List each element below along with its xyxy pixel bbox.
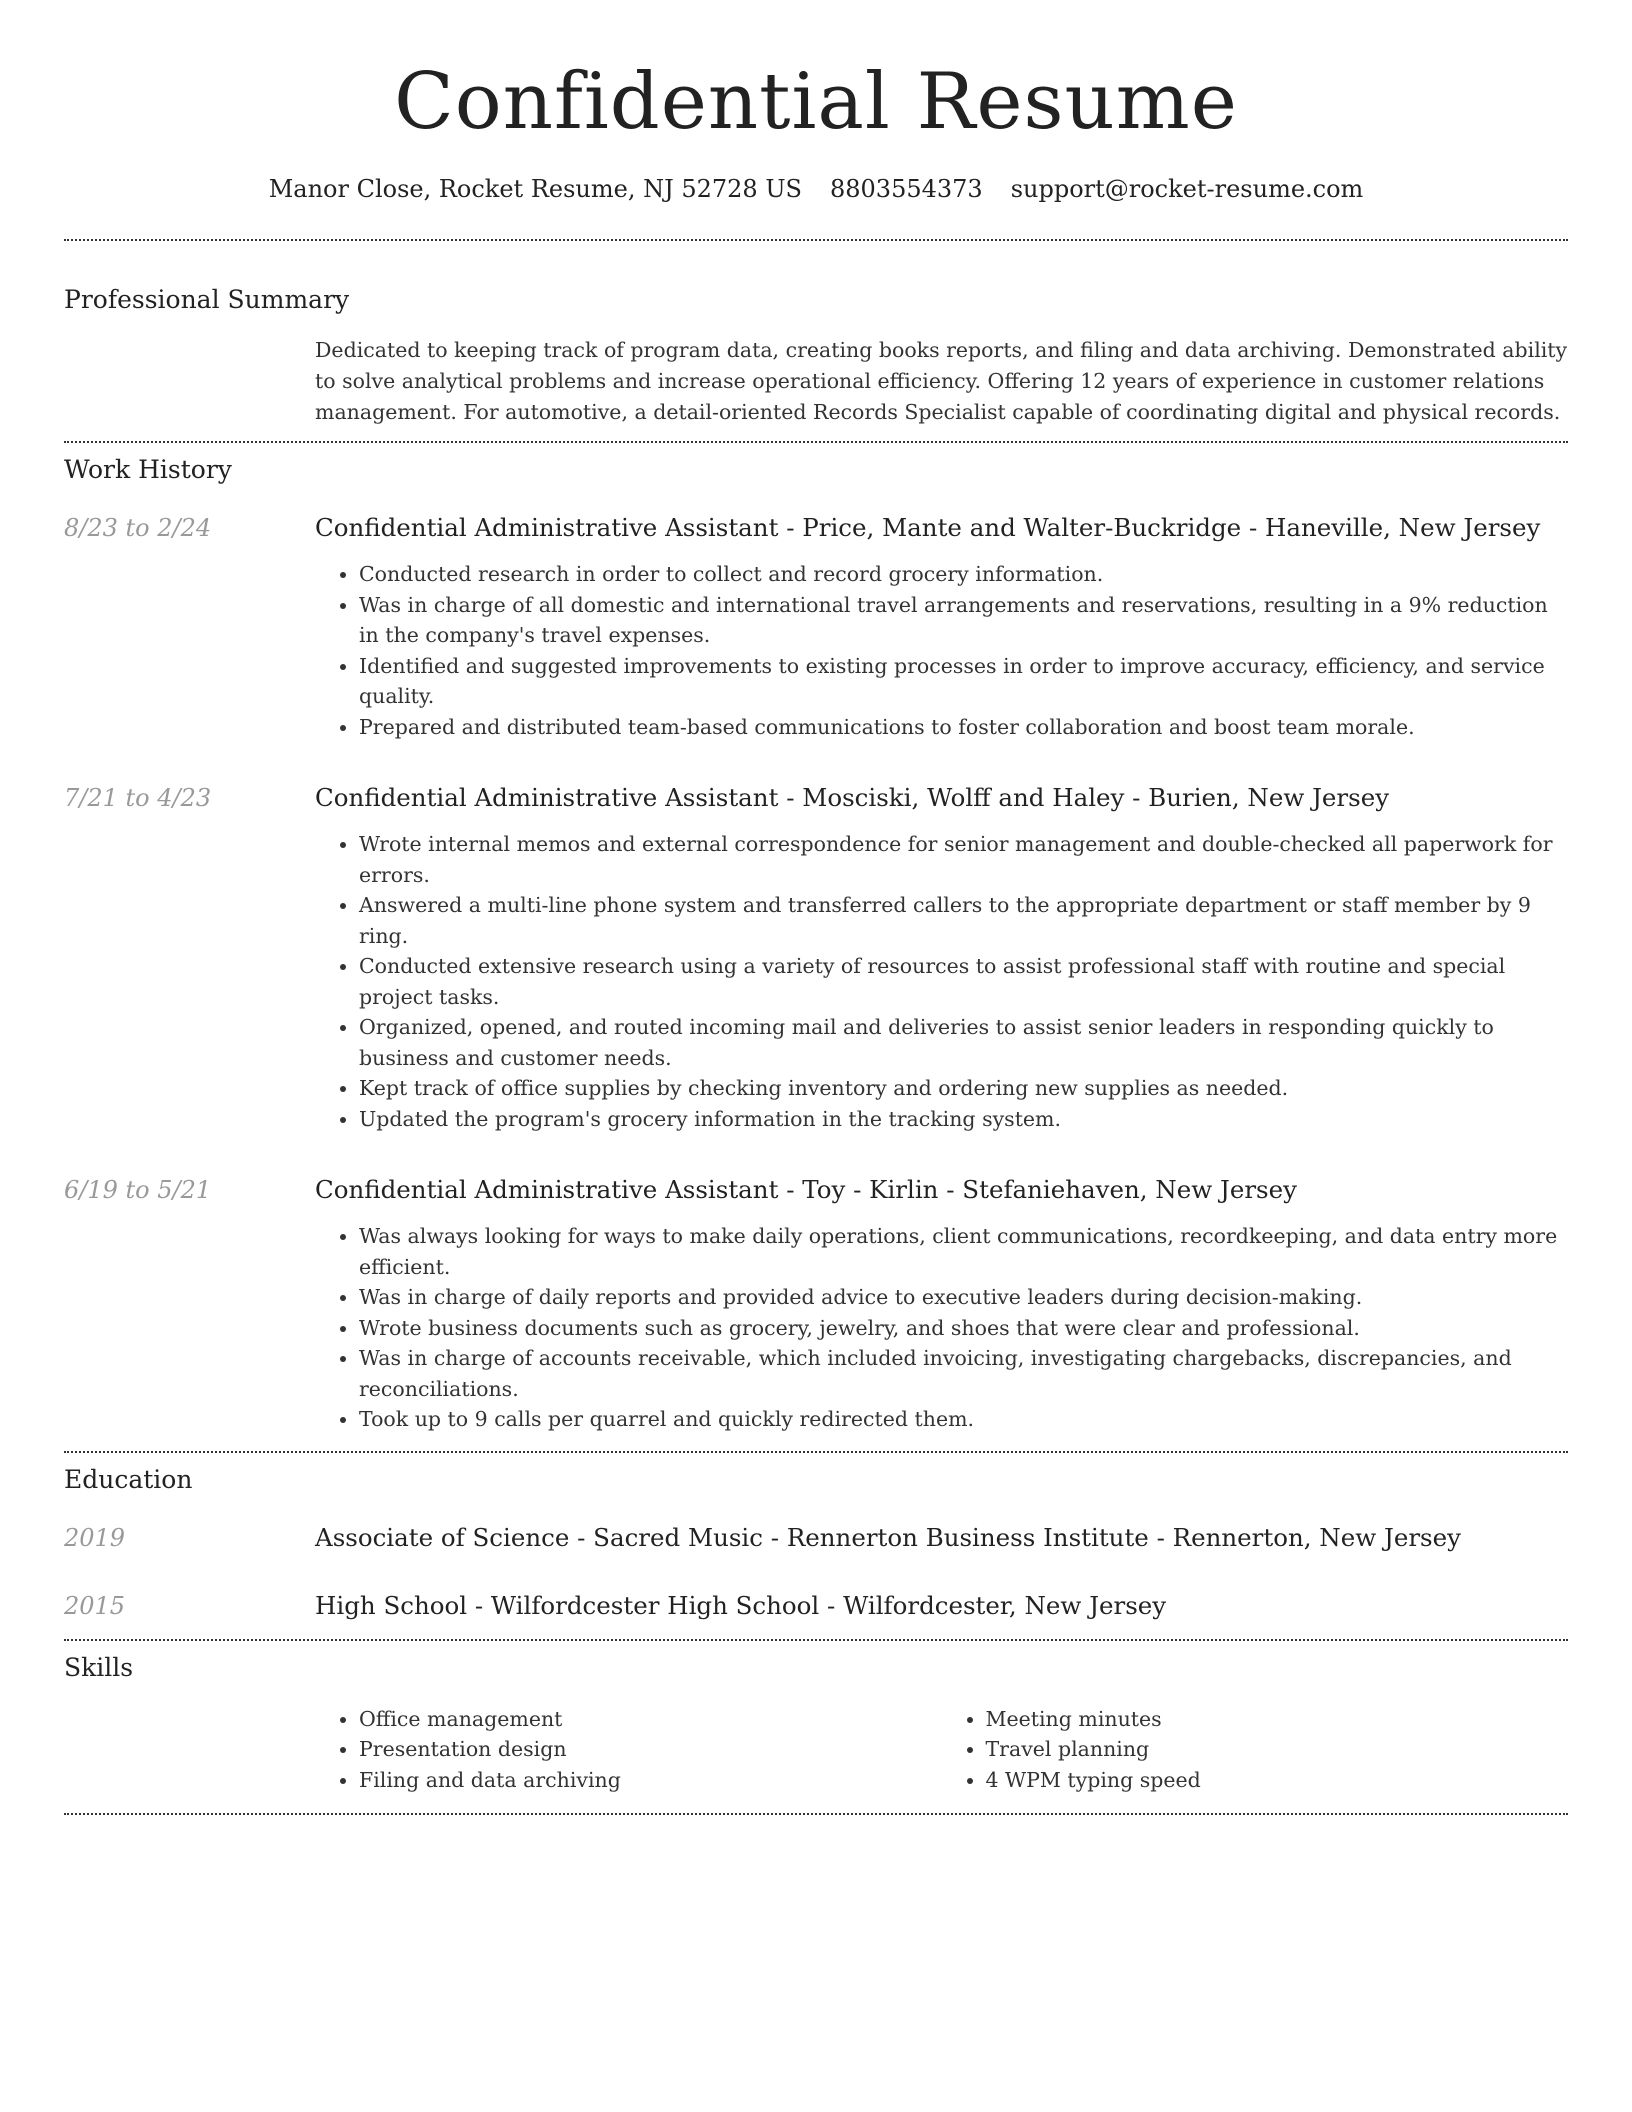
job-heading: Confidential Administrative Assistant - Mosciski, Wolff and Haley - Burien, New Jersey bbox=[315, 783, 1390, 812]
list-item: • Was in charge of daily reports and provided advice to executive leaders during decision-making. bbox=[359, 1282, 1568, 1313]
contact-line bbox=[64, 172, 1568, 206]
education-heading: Associate of Science - Sacred Music - Rennerton Business Institute - Rennerton, New Jersey bbox=[315, 1522, 1461, 1552]
skills-columns bbox=[315, 1704, 1568, 1796]
divider bbox=[64, 441, 1568, 443]
job-entry bbox=[64, 1173, 1568, 1435]
list-item: • Wrote business documents such as grocery, jewelry, and shoes that were clear and professional. bbox=[359, 1313, 1568, 1344]
job-dates: 8/23 to 2/24 bbox=[64, 514, 212, 542]
summary-spacer bbox=[64, 335, 315, 428]
job-entry bbox=[64, 511, 1568, 742]
list-item: • Conducted extensive research using a variety of resources to assist professional staff with routine and special project tasks. bbox=[359, 951, 1568, 1012]
job-dates: 7/21 to 4/23 bbox=[64, 784, 212, 812]
resume-name: Confidential Resume bbox=[394, 57, 1238, 147]
contact-phone: 8803554373 bbox=[829, 175, 983, 203]
job-content bbox=[315, 781, 1568, 1134]
list-item: • Identified and suggested improvements to existing processes in order to improve accuracy, efficiency, and service quality. bbox=[359, 651, 1568, 712]
resume-page bbox=[64, 0, 1568, 1815]
job-content bbox=[315, 1173, 1568, 1435]
list-item: • Kept track of office supplies by checking inventory and ordering new supplies as needed. bbox=[359, 1073, 1568, 1104]
job-entry bbox=[64, 781, 1568, 1134]
education-heading: High School - Wilfordcester High School - Wilfordcester, New Jersey bbox=[315, 1590, 1167, 1620]
list-item: • Conducted research in order to collect and record grocery information. bbox=[359, 559, 1568, 590]
contact-email[interactable]: support@rocket-resume.com bbox=[1010, 175, 1364, 203]
job-dates: 6/19 to 5/21 bbox=[64, 1176, 212, 1204]
contact-address: Manor Close, Rocket Resume, NJ 52728 US bbox=[268, 175, 802, 203]
job-bullets bbox=[315, 1221, 1568, 1435]
list-item: • Prepared and distributed team-based communications to foster collaboration and boost team morale. bbox=[359, 712, 1568, 743]
list-item: • Travel planning bbox=[986, 1734, 1569, 1765]
skills-spacer bbox=[64, 1704, 315, 1796]
job-content bbox=[315, 511, 1568, 742]
list-item: • Wrote internal memos and external correspondence for senior management and double-checked all paperwork for errors. bbox=[359, 829, 1568, 890]
list-item: • 4 WPM typing speed bbox=[986, 1765, 1569, 1796]
skills-list-right bbox=[942, 1704, 1569, 1796]
education-year: 2019 bbox=[64, 1523, 126, 1552]
summary-row bbox=[64, 335, 1568, 428]
list-item: • Organized, opened, and routed incoming mail and deliveries to assist senior leaders in responding quickly to business and customer needs. bbox=[359, 1012, 1568, 1073]
education-entry bbox=[64, 1521, 1568, 1555]
job-bullets bbox=[315, 559, 1568, 742]
list-item: • Filing and data archiving bbox=[359, 1765, 942, 1796]
section-title-work: Work History bbox=[64, 455, 232, 484]
job-heading: Confidential Administrative Assistant - Price, Mante and Walter-Buckridge - Haneville, New Jersey bbox=[315, 513, 1541, 542]
list-item: • Answered a multi-line phone system and transferred callers to the appropriate department or staff member by 9 ring. bbox=[359, 890, 1568, 951]
section-title-skills: Skills bbox=[64, 1652, 134, 1682]
list-item: • Meeting minutes bbox=[986, 1704, 1569, 1735]
divider bbox=[64, 1451, 1568, 1453]
list-item: • Took up to 9 calls per quarrel and quickly redirected them. bbox=[359, 1404, 1568, 1435]
job-bullets bbox=[315, 829, 1568, 1134]
summary-text: Dedicated to keeping track of program data, creating books reports, and filing and data archiving. Demonstrated ability to solve analytical problems and increase operational efficiency. Offering 12 years of experience in customer relations management. For automotive, a detail-oriented Records Specialist capable of coordinating digital and physical records. bbox=[315, 338, 1568, 424]
divider bbox=[64, 239, 1568, 241]
section-title-education: Education bbox=[64, 1464, 193, 1494]
list-item: • Was in charge of all domestic and international travel arrangements and reservations, resulting in a 9% reduction in the company's travel expenses. bbox=[359, 590, 1568, 651]
list-item: • Updated the program's grocery information in the tracking system. bbox=[359, 1104, 1568, 1135]
education-entry bbox=[64, 1589, 1568, 1623]
list-item: • Was always looking for ways to make daily operations, client communications, recordkeeping, and data entry more efficient. bbox=[359, 1221, 1568, 1282]
divider bbox=[64, 1639, 1568, 1641]
section-title-summary: Professional Summary bbox=[64, 285, 350, 314]
job-heading: Confidential Administrative Assistant - Toy - Kirlin - Stefaniehaven, New Jersey bbox=[315, 1175, 1297, 1204]
list-item: • Presentation design bbox=[359, 1734, 942, 1765]
divider bbox=[64, 1813, 1568, 1815]
skills-row bbox=[64, 1704, 1568, 1796]
list-item: • Office management bbox=[359, 1704, 942, 1735]
skills-list-left bbox=[315, 1704, 942, 1796]
list-item: • Was in charge of accounts receivable, which included invoicing, investigating chargebacks, discrepancies, and reconciliations. bbox=[359, 1343, 1568, 1404]
education-year: 2015 bbox=[64, 1591, 126, 1620]
